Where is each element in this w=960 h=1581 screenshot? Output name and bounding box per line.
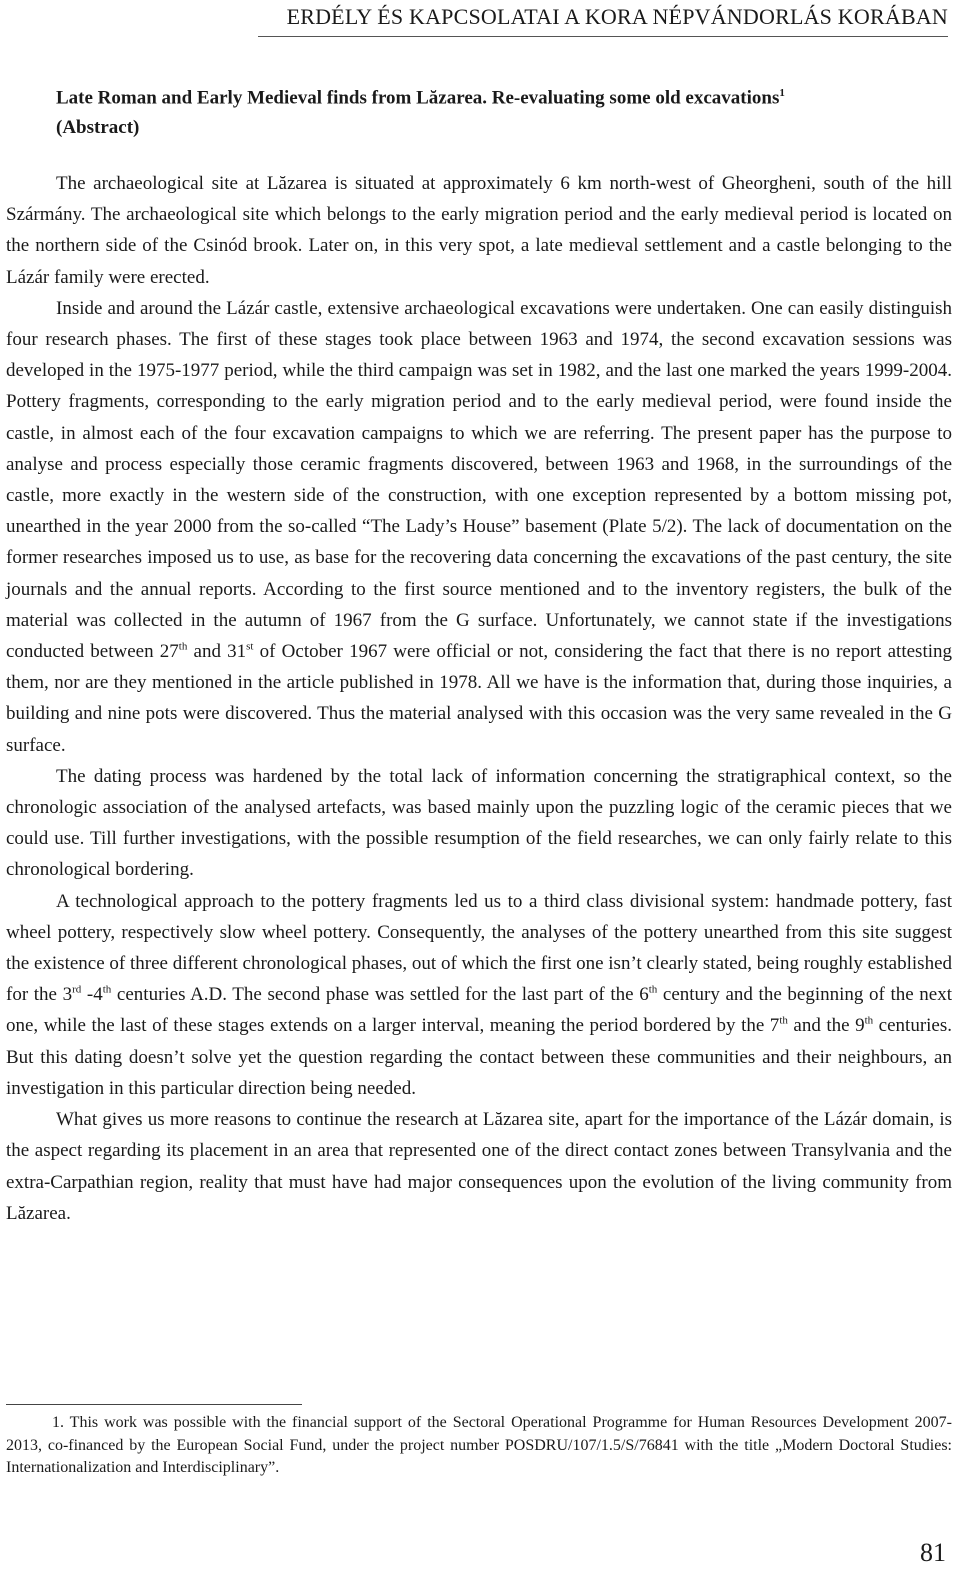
superscript: th [864, 1015, 874, 1028]
paragraph-2 [6, 293, 952, 761]
paragraph-4 [6, 886, 952, 1104]
abstract-body [6, 168, 952, 1229]
paragraph-4-text-c: centuries A.D. The second phase was settled for the last part of the 6 [111, 984, 649, 1006]
paragraph-3-text: The dating process was hardened by the total lack of information concerning the stratigraphical context, so the chronologic association of the analysed artefacts, was based mainly upon the puzzling logic of the ceramic pieces that we could use. Till further investigations, with the possible resumption of the field researches, we can only fairly relate to this chronological bordering. [6, 765, 952, 881]
article-title [56, 78, 940, 143]
superscript: th [102, 983, 112, 996]
paragraph-4-text-e: and the 9 [787, 1015, 865, 1037]
paragraph-1 [6, 168, 952, 293]
superscript: th [779, 1015, 788, 1028]
footnote [6, 1412, 952, 1480]
paragraph-5-text: What gives us more reasons to continue the research at Lăzarea site, apart for the importance of the Lázár domain, is the aspect regarding its placement in an area that represented one of the direct contact zones between Transylvania and the extra-Carpathian region, reality that must have had major consequences upon the evolution of the living community from Lăzarea. [6, 1109, 952, 1224]
paragraph-2-text-b: and 31 [187, 641, 247, 663]
superscript: st [246, 640, 254, 653]
superscript: th [648, 983, 658, 996]
paragraph-4-text-a: A technological approach to the pottery fragments led us to a third class divisional system: handmade pottery, fast wheel pottery, respectively slow wheel pottery. Consequently, the analyses of the pottery unearthed from this site suggest the existence of three different chronological phases, out of which the first one isn’t clearly stated, being roughly established for the 3 [6, 890, 952, 1006]
paragraph-4-text-f: centuries. But this dating doesn’t solve yet the question regarding the contact between these communities and their neighbours, an investigation in this particular direction being needed. [6, 1015, 953, 1099]
paragraph-3 [6, 761, 952, 886]
footnote-text: 1. This work was possible with the financial support of the Sectoral Operational Programme for Human Resources Development 2007-2013, co-financed by the European Social Fund, under the project number POSDRU/107/1.5/S/76841 with the title „Modern Doctoral Studies: Internationalization and Interdisciplinary”. [6, 1414, 952, 1476]
abstract-label: (Abstract) [56, 117, 140, 139]
superscript: rd [72, 983, 82, 996]
running-head: ERDÉLY ÉS KAPCSOLATAI A KORA NÉPVÁNDORLÁS KORÁBAN [258, 4, 948, 37]
superscript: th [178, 640, 188, 653]
paragraph-5 [6, 1104, 952, 1229]
paragraph-4-text-b: -4 [81, 984, 103, 1006]
title-footnote-marker: 1 [779, 87, 785, 99]
title-text: Late Roman and Early Medieval finds from Lăzarea. Re-evaluating some old excavations [56, 87, 780, 109]
footnote-divider [6, 1404, 302, 1405]
paragraph-1-text: The archaeological site at Lăzarea is situated at approximately 6 km north-west of Gheorgheni, south of the hill Szármány. The archaeological site which belongs to the early migration period and the early medieval period is located on the northern side of the Csinód brook. Later on, in this very spot, a late medieval settlement and a castle belonging to the Lázár family were erected. [6, 173, 952, 288]
paragraph-2-text-c: of October 1967 were official or not, considering the fact that there is no report attesting them, nor are they mentioned in the article published in 1978. All we have is the information that, during those inquiries, a building and nine pots were discovered. Thus the material analysed with this occasion was the very same revealed in the G surface. [6, 641, 952, 756]
page-number: 81 [920, 1538, 946, 1567]
paragraph-2-text-a: Inside and around the Lázár castle, extensive archaeological excavations were undertaken. One can easily distinguish four research phases. The first of these stages took place between 1963 and 1974, the second excavation sessions was developed in the 1975-1977 period, while the third campaign was set in 1982, and the last one marked the years 1999-2004. Pottery fragments, corresponding to the early migration period and to the early medieval period, were found inside the castle, in almost each of the four excavation campaigns to which we are referring. The present paper has the purpose to analyse and process especially those ceramic fragments discovered, between 1963 and 1968, in the surroundings of the castle, more exactly in the western side of the construction, with one exception represented by a bottom missing pot, unearthed in the year 2000 from the so-called “The Lady’s House” basement (Plate 5/2). The lack of documentation on the former researches imposed us to use, as base for the recovering data concerning the excavations of the past century, the site journals and the annual reports. According to the first source mentioned and to the inventory registers, the bulk of the material was collected in the autumn of 1967 from the G surface. Unfortunately, we cannot state if the investigations conducted between 27 [6, 297, 952, 663]
paragraph-4-text-d: century and the beginning of the next one, while the last of these stages extends on a larger interval, meaning the period bordered by the 7 [6, 984, 953, 1037]
